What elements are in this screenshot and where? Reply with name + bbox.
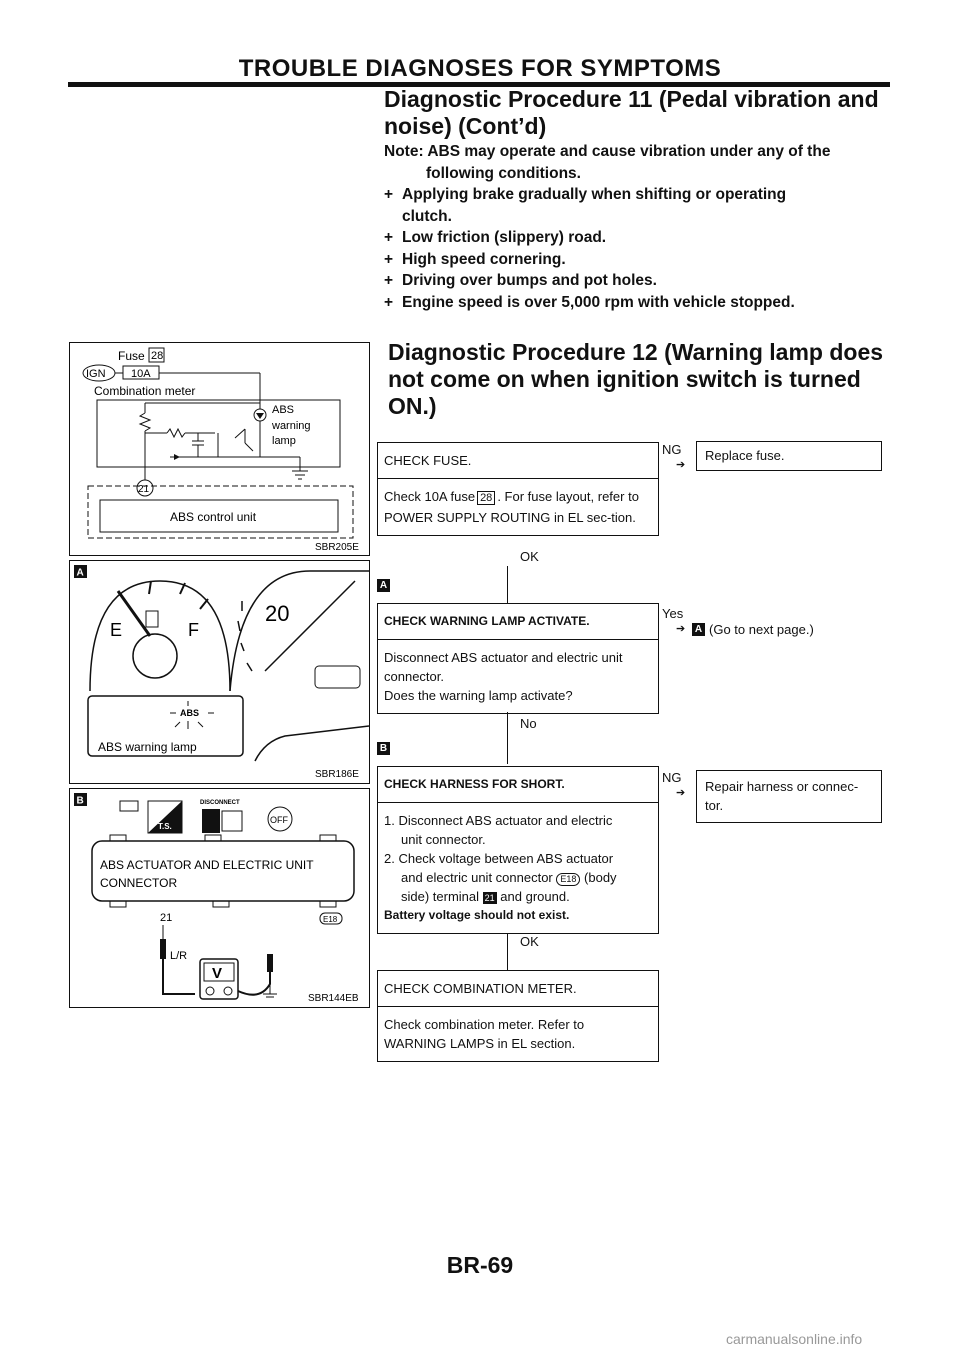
go-to-next-page: (Go to next page.) xyxy=(709,622,814,637)
voltmeter-icon: V xyxy=(212,965,223,982)
wire-color: L/R xyxy=(170,950,188,962)
abs-warning-lamp-caption: ABS warning lamp xyxy=(98,740,197,754)
page-ref-tag-a: A xyxy=(692,623,705,636)
ok-label: OK xyxy=(520,549,539,564)
svg-text:10A: 10A xyxy=(131,368,151,380)
meter-label: Combination meter xyxy=(94,384,196,398)
step-tag-b: B xyxy=(377,742,390,755)
svg-text:F: F xyxy=(188,620,199,640)
flow-connector xyxy=(507,566,508,604)
meter-illustration xyxy=(70,561,369,783)
list-item: + Engine speed is over 5,000 rpm with vehicle stopped. xyxy=(384,293,795,311)
terminal-21: 21 xyxy=(138,484,150,495)
action-replace-fuse: Replace fuse. xyxy=(696,441,882,471)
no-label: No xyxy=(520,716,537,731)
svg-text:CONNECTOR: CONNECTOR xyxy=(100,876,178,890)
proc12-title: Diagnostic Procedure 12 (Warning lamp does not come on when ignition switch is turned ON.) xyxy=(388,339,884,419)
wiring-diagram-figure xyxy=(69,342,370,556)
fuse-label: Fuse xyxy=(118,349,145,363)
combination-meter-figure xyxy=(69,560,370,784)
figure-code: SBR186E xyxy=(315,769,359,780)
section-header: TROUBLE DIAGNOSES FOR SYMPTOMS xyxy=(238,55,722,82)
fuse-number-badge: 28 xyxy=(477,491,495,505)
proc11-note: Note: ABS may operate and cause vibration under any of the following conditions. + Applying brake gradually when shifting or operating clutch. + Low friction (slippery) road. + High speed cornering. + Driving over bumps and pot holes. + Engine speed is over 5,000 rpm with vehicle stopped. xyxy=(384,141,890,313)
arrow-right-icon: ➔ xyxy=(676,623,686,635)
yes-label: Yes xyxy=(662,606,684,621)
action-repair-harness: Repair harness or connec-tor. xyxy=(696,770,882,823)
connector-check-figure xyxy=(69,788,370,1008)
ign-label: IGN xyxy=(86,368,106,380)
e18-connector-badge: E18 xyxy=(556,873,580,886)
connector-label: ABS ACTUATOR AND ELECTRIC UNIT xyxy=(100,858,314,872)
watermark: carmanualsonline.info xyxy=(726,1331,863,1347)
wiring-diagram xyxy=(70,343,369,555)
ng-label: NG xyxy=(662,442,682,457)
ts-icon: T.S. xyxy=(158,822,172,831)
list-item: + Low friction (slippery) road. xyxy=(384,229,607,246)
figure-code: SBR144EB xyxy=(308,993,359,1004)
list-item: + Driving over bumps and pot holes. xyxy=(384,272,657,289)
ok-label: OK xyxy=(520,934,539,949)
abs-lamp-text: ABS xyxy=(180,708,200,718)
arrow-right-icon: ➔ xyxy=(676,459,686,471)
step-check-fuse: CHECK FUSE. Check 10A fuse 28 . For fuse layout, refer to POWER SUPPLY ROUTING in EL sec-tion. xyxy=(377,442,659,536)
list-item: + High speed cornering. xyxy=(384,250,566,268)
svg-text:A: A xyxy=(76,567,84,579)
svg-text:B: B xyxy=(76,795,84,807)
svg-text:DISCONNECT: DISCONNECT xyxy=(200,800,240,806)
step-check-warning-lamp: CHECK WARNING LAMP ACTIVATE. Disconnect ABS actuator and electric unit connector. Does the warning lamp activate? xyxy=(377,603,659,714)
flow-connector xyxy=(507,934,508,971)
terminal-21-badge: 21 xyxy=(484,893,495,903)
step-check-combination-meter: CHECK COMBINATION METER. Check combination meter. Refer to WARNING LAMPS in EL section. xyxy=(377,970,659,1062)
step-tag-a: A xyxy=(377,579,390,592)
flow-connector xyxy=(507,712,508,764)
svg-text:ABS: ABS xyxy=(272,404,295,416)
abs-control-unit-label: ABS control unit xyxy=(170,510,257,524)
figure-code: SBR205E xyxy=(315,542,359,553)
svg-text:lamp: lamp xyxy=(272,435,296,447)
connector-illustration xyxy=(70,789,369,1007)
page-number: BR-69 xyxy=(446,1252,514,1278)
svg-text:E: E xyxy=(110,620,123,640)
ignition-off-icon: OFF xyxy=(270,815,288,825)
e18-connector-badge: E18 xyxy=(323,915,338,924)
speed-label: 20 xyxy=(265,601,290,626)
list-item: + Applying brake gradually when shifting or operating xyxy=(384,186,787,203)
svg-text:28: 28 xyxy=(151,350,164,362)
proc11-title: Diagnostic Procedure 11 (Pedal vibration and noise) (Cont’d) xyxy=(384,86,879,139)
step-check-harness: CHECK HARNESS FOR SHORT. 1. Disconnect ABS actuator and electric unit connector. 2. Check voltage between ABS actuator and electric unit connector E18 (body side) terminal 21 and ground. Battery voltage should not exist. xyxy=(377,766,659,934)
ng-label: NG xyxy=(662,770,682,785)
arrow-right-icon: ➔ xyxy=(676,787,686,799)
svg-text:warning: warning xyxy=(272,420,311,432)
svg-text:21: 21 xyxy=(160,912,173,924)
